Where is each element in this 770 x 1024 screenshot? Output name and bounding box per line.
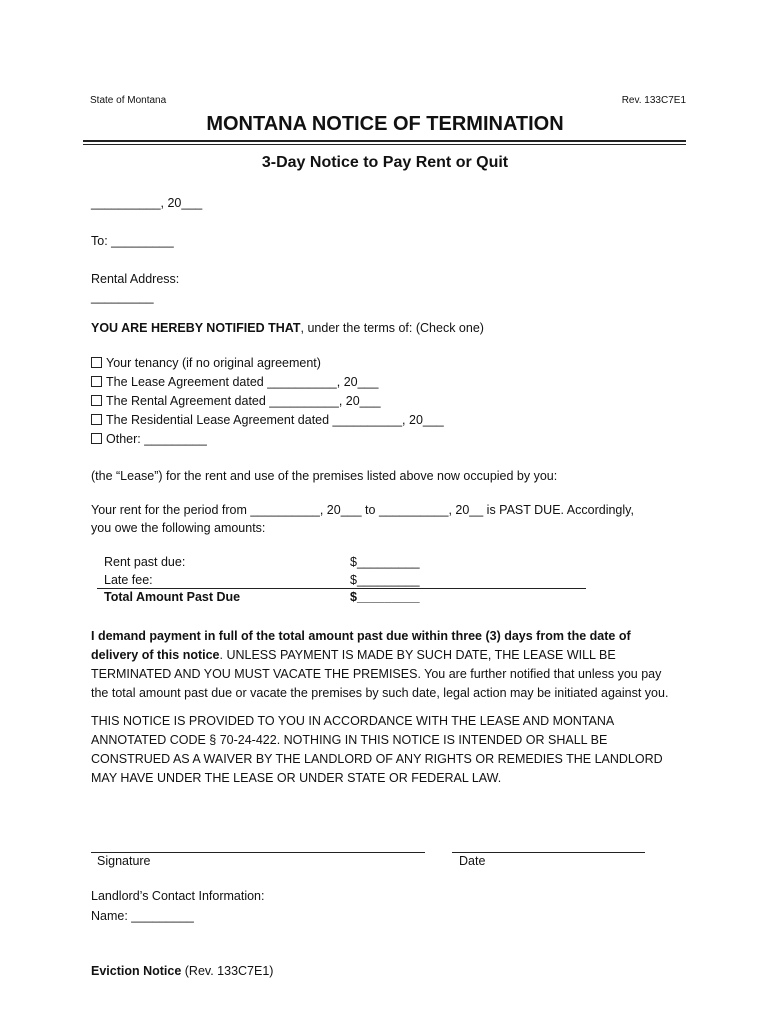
option-residential-lease[interactable] bbox=[91, 411, 444, 430]
contact-label: Landlord’s Contact Information: bbox=[91, 889, 265, 903]
demand-bold-1: I demand payment in full of the total amount past due within three (3) days from the date of bbox=[91, 629, 631, 643]
checkbox-icon[interactable] bbox=[91, 414, 102, 425]
signature-label: Signature bbox=[97, 854, 151, 868]
legal-paragraph bbox=[91, 712, 691, 788]
option-label: The Lease Agreement dated __________, 20___ bbox=[106, 375, 379, 389]
footer-bold: Eviction Notice bbox=[91, 964, 182, 978]
option-label: The Residential Lease Agreement dated __________, 20___ bbox=[106, 413, 444, 427]
checkbox-icon[interactable] bbox=[91, 433, 102, 444]
option-tenancy[interactable] bbox=[91, 354, 444, 373]
checkbox-icon[interactable] bbox=[91, 395, 102, 406]
option-other[interactable] bbox=[91, 430, 444, 449]
options-list bbox=[91, 354, 444, 449]
date-line: __________, 20___ bbox=[91, 196, 203, 210]
option-label: Your tenancy (if no original agreement) bbox=[106, 356, 321, 370]
demand-bold-2: delivery of this notice bbox=[91, 648, 220, 662]
option-label: Other: _________ bbox=[106, 432, 207, 446]
rent-period-line-1: Your rent for the period from __________, 20___ to __________, 20__ is PAST DUE. Accordingly, bbox=[91, 503, 634, 517]
option-rental-agreement[interactable] bbox=[91, 392, 444, 411]
date-label: Date bbox=[459, 854, 486, 868]
rent-period-line-2: you owe the following amounts: bbox=[91, 521, 266, 535]
lease-line: (the “Lease”) for the rent and use of the premises listed above now occupied by you: bbox=[91, 469, 558, 483]
late-fee-label: Late fee: bbox=[104, 573, 153, 587]
name-line: Name: _________ bbox=[91, 909, 194, 923]
rental-address-blank: _________ bbox=[91, 290, 154, 304]
footer-rest: (Rev. 133C7E1) bbox=[181, 964, 274, 978]
rental-address-label: Rental Address: bbox=[91, 272, 180, 286]
option-label: The Rental Agreement dated __________, 20___ bbox=[106, 394, 381, 408]
legal-line: ANNOTATED CODE § 70-24-422. NOTHING IN THIS NOTICE IS INTENDED OR SHALL BE bbox=[91, 733, 608, 747]
checkbox-icon[interactable] bbox=[91, 376, 102, 387]
rent-past-due-value: $_________ bbox=[350, 555, 420, 569]
total-label: Total Amount Past Due bbox=[104, 590, 241, 604]
legal-line: MAY HAVE UNDER THE LEASE OR UNDER STATE OR FEDERAL LAW. bbox=[91, 771, 502, 785]
legal-line: CONSTRUED AS A WAIVER BY THE LANDLORD OF ANY RIGHTS OR REMEDIES THE LANDLORD bbox=[91, 752, 663, 766]
state-label: State of Montana bbox=[90, 95, 167, 106]
document-title: MONTANA NOTICE OF TERMINATION bbox=[206, 113, 564, 135]
late-fee-value: $_________ bbox=[350, 573, 420, 587]
title-divider-thin bbox=[83, 144, 686, 145]
demand-line-4: the total amount past due or vacate the premises by such date, legal action may be initiated against you. bbox=[91, 686, 669, 700]
document-subtitle: 3-Day Notice to Pay Rent or Quit bbox=[261, 154, 509, 171]
footer bbox=[91, 962, 273, 981]
legal-line: THIS NOTICE IS PROVIDED TO YOU IN ACCORDANCE WITH THE LEASE AND MONTANA bbox=[91, 714, 615, 728]
to-line: To: _________ bbox=[91, 234, 174, 248]
notified-line bbox=[91, 319, 484, 338]
notified-rest: , under the terms of: (Check one) bbox=[300, 321, 484, 335]
rent-past-due-label: Rent past due: bbox=[104, 555, 186, 569]
demand-rest-2: . UNLESS PAYMENT IS MADE BY SUCH DATE, THE LEASE WILL BE bbox=[219, 648, 616, 662]
notified-bold: YOU ARE HEREBY NOTIFIED THAT bbox=[91, 321, 301, 335]
demand-line-3: TERMINATED AND YOU MUST VACATE THE PREMISES. You are further notified that unless you pay bbox=[91, 667, 662, 681]
demand-paragraph bbox=[91, 627, 691, 703]
checkbox-icon[interactable] bbox=[91, 357, 102, 368]
option-lease-agreement[interactable] bbox=[91, 373, 444, 392]
revision-label: Rev. 133C7E1 bbox=[621, 95, 686, 106]
title-divider bbox=[83, 140, 686, 142]
total-value: $_________ bbox=[350, 590, 420, 604]
